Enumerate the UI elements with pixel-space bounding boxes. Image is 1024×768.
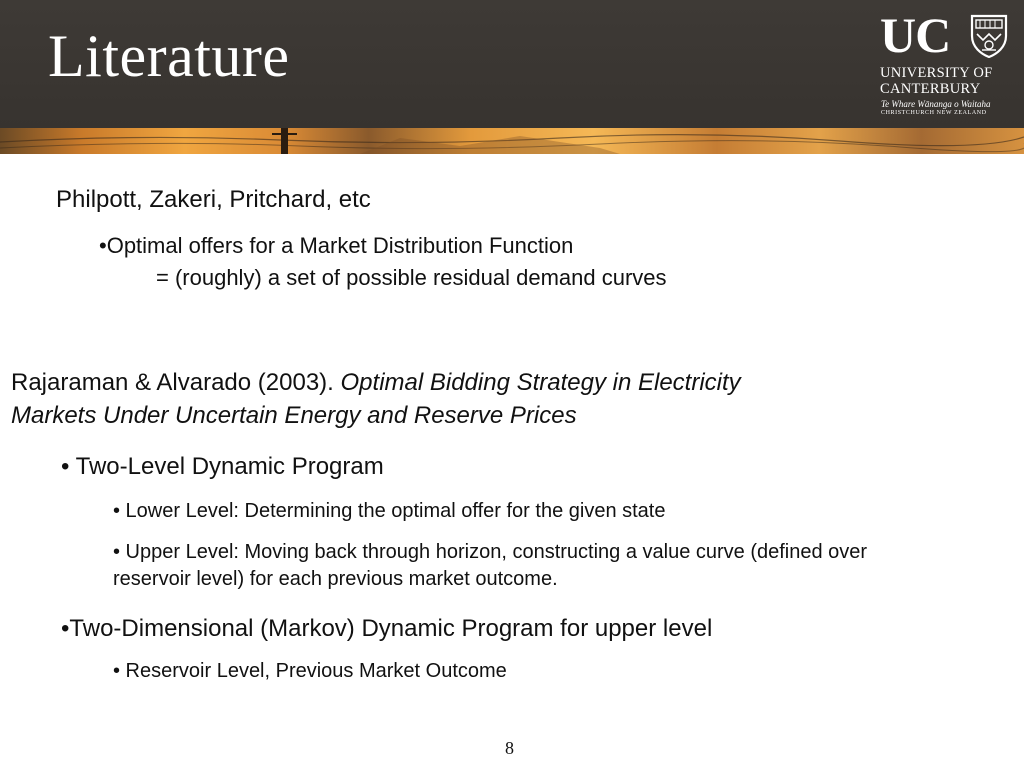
section1-bullet-continuation: = (roughly) a set of possible residual demand curves bbox=[156, 265, 667, 290]
power-lines-graphic bbox=[0, 128, 1024, 154]
reference-line1 bbox=[11, 369, 741, 397]
section1-bullet: •Optimal offers for a Market Distribution Function bbox=[99, 233, 574, 258]
logo-line-location: CHRISTCHURCH NEW ZEALAND bbox=[881, 110, 987, 116]
bullet-two-level-dp: • Two-Level Dynamic Program bbox=[61, 453, 384, 480]
sub-bullet-lower-level: • Lower Level: Determining the optimal offer for the given state bbox=[113, 500, 666, 522]
section1-heading: Philpott, Zakeri, Pritchard, etc bbox=[56, 186, 371, 213]
reference-title-part2: Markets Under Uncertain Energy and Reserve Prices bbox=[11, 402, 577, 429]
slide-title: Literature bbox=[48, 23, 290, 89]
sub-bullet-upper-level-continuation: reservoir level) for each previous market outcome. bbox=[113, 568, 558, 590]
sub-bullet-upper-level: • Upper Level: Moving back through horizon, constructing a value curve (defined over bbox=[113, 541, 868, 563]
logo-line-canterbury: CANTERBURY bbox=[880, 81, 981, 97]
page-number: 8 bbox=[505, 738, 514, 758]
crest-icon bbox=[970, 14, 1008, 58]
slide-header bbox=[0, 0, 1024, 128]
sub-bullet-reservoir-level: • Reservoir Level, Previous Market Outcome bbox=[113, 660, 507, 682]
reference-title-part1: Optimal Bidding Strategy in Electricity bbox=[340, 369, 741, 396]
reference-authors: Rajaraman & Alvarado (2003). bbox=[11, 369, 341, 396]
university-logo bbox=[878, 7, 1014, 118]
sunset-banner bbox=[0, 128, 1024, 154]
logo-line-university-of: UNIVERSITY OF bbox=[880, 65, 993, 81]
logo-uc-text: UC bbox=[880, 7, 951, 63]
bullet-two-dimensional-dp: •Two-Dimensional (Markov) Dynamic Program for upper level bbox=[61, 615, 713, 642]
logo-line-maori-name: Te Whare Wānanga o Waitaha bbox=[881, 99, 991, 109]
